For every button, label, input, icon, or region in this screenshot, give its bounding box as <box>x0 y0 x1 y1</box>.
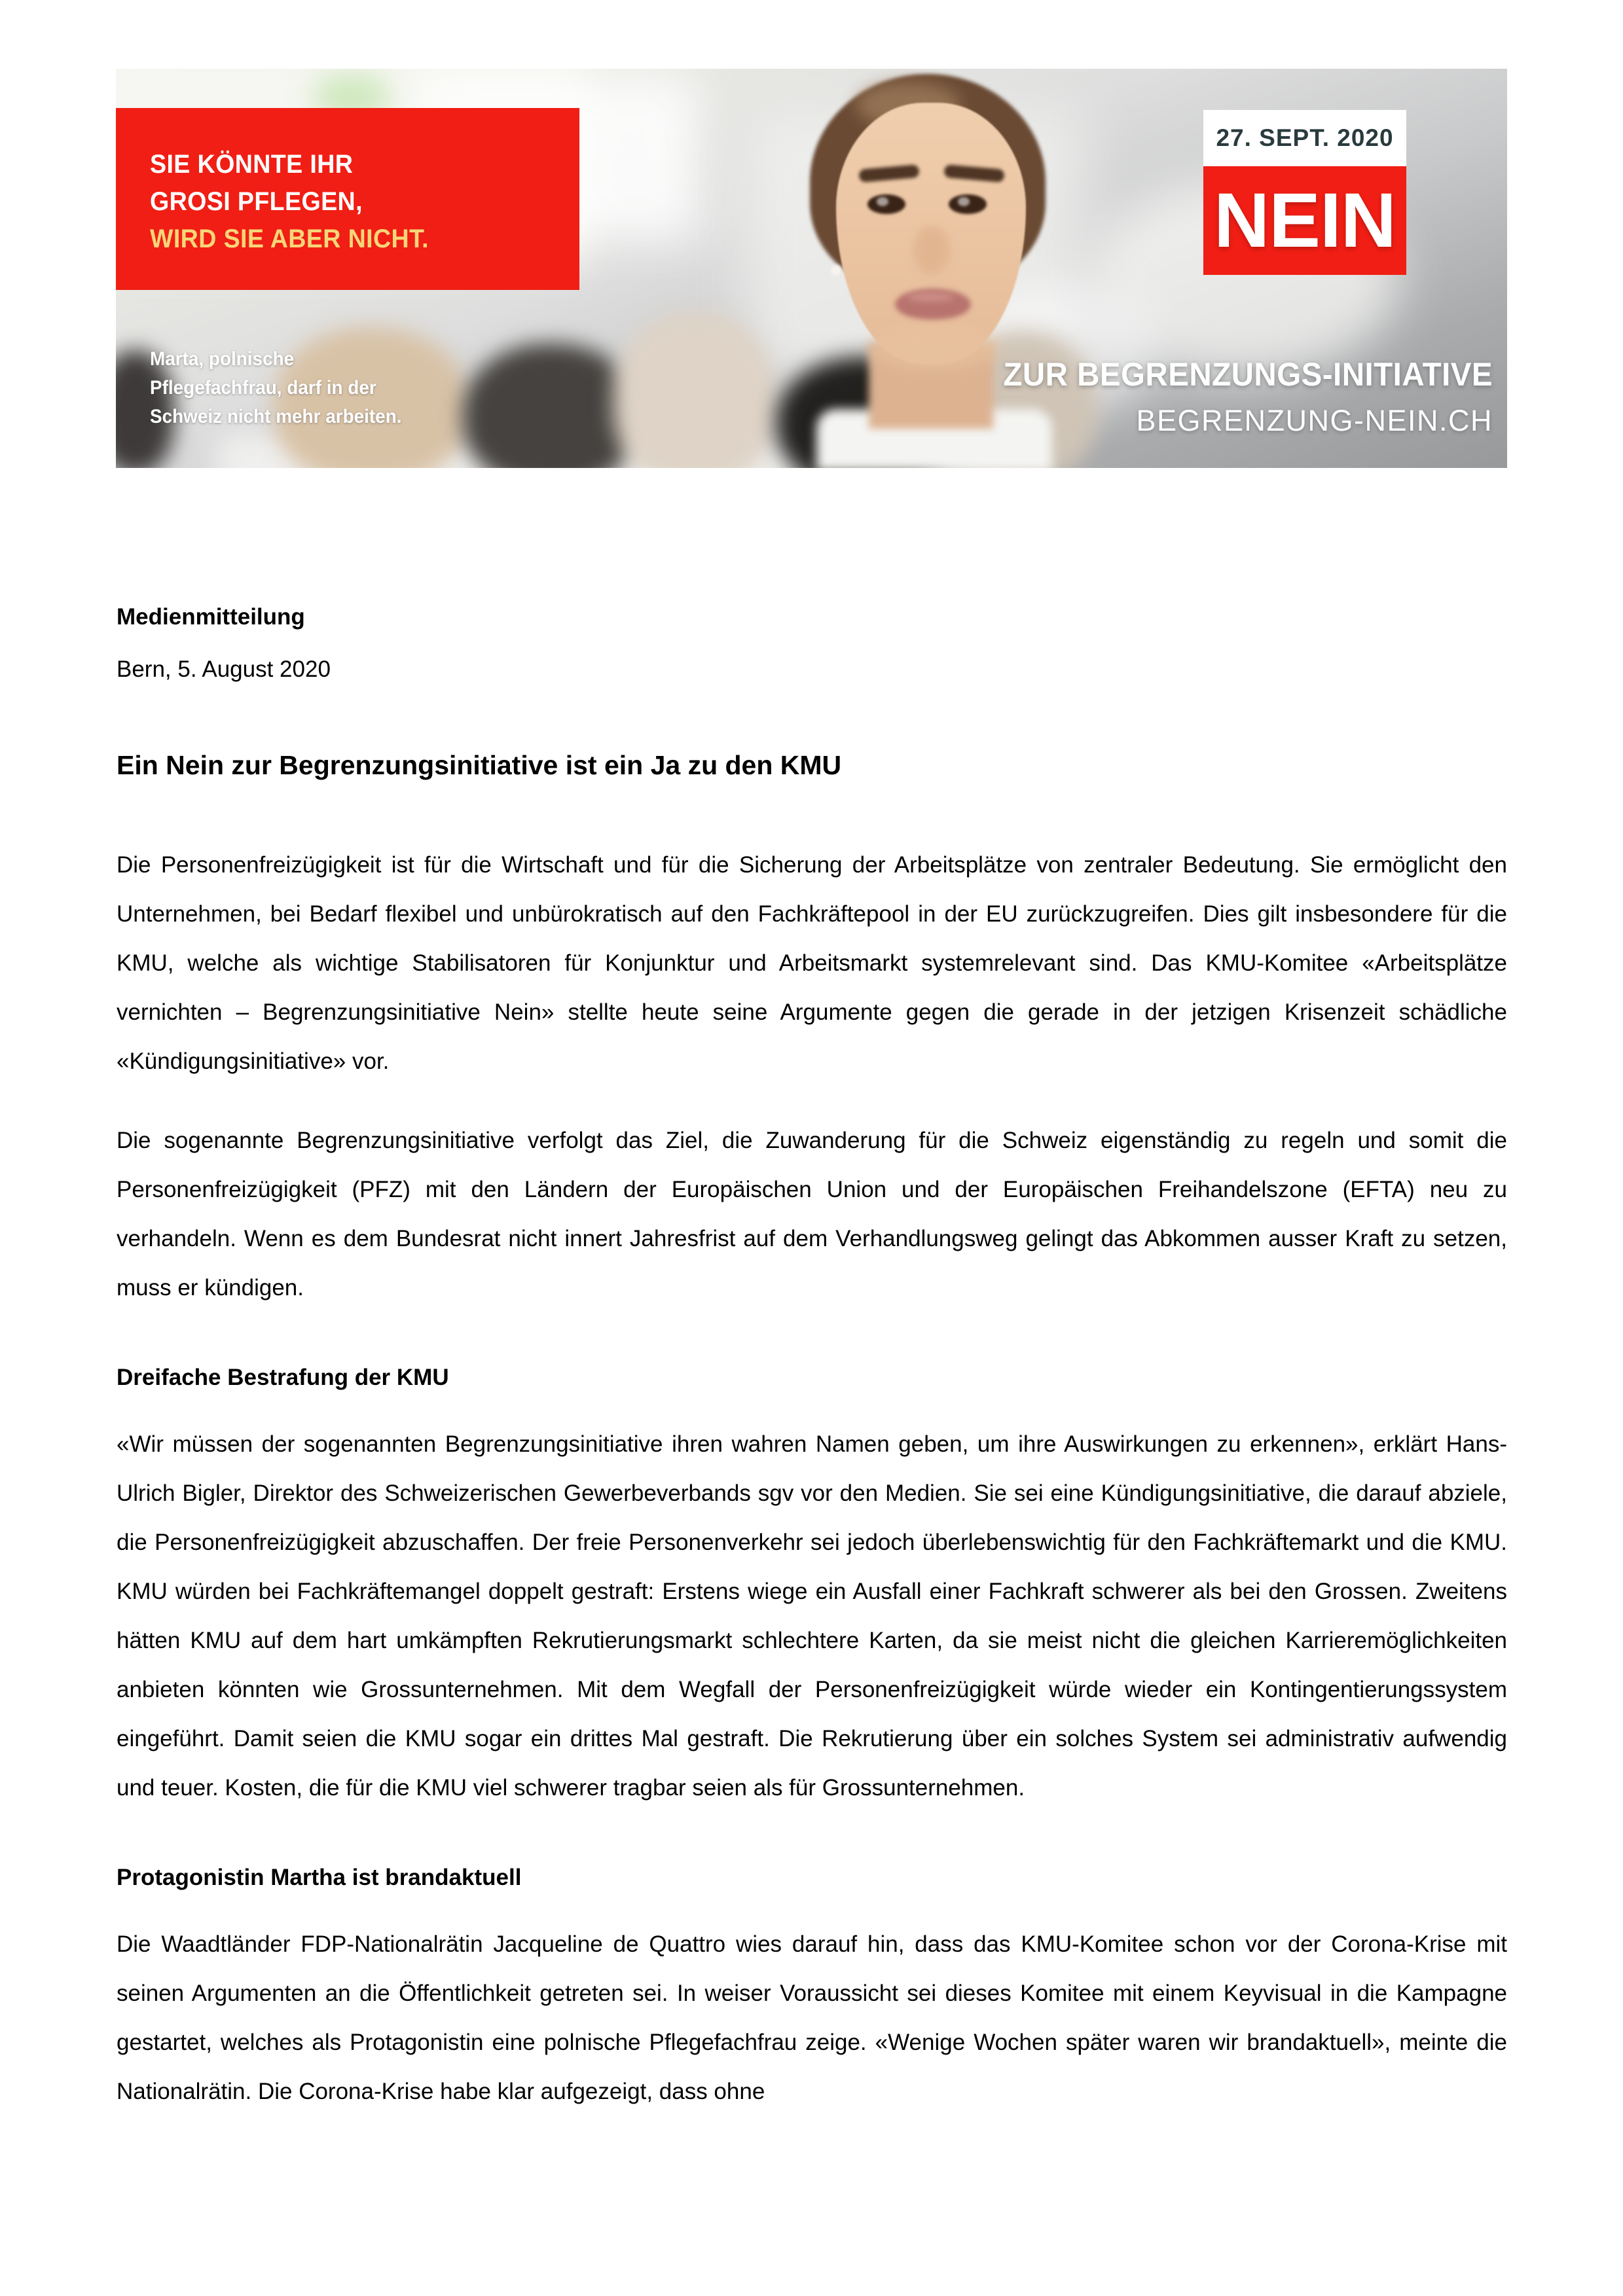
section-heading-1: Dreifache Bestrafung der KMU <box>117 1365 449 1390</box>
press-release-body <box>117 602 1507 2116</box>
document-dateline: Bern, 5. August 2020 <box>117 656 331 682</box>
document-type-label: Medienmitteilung <box>117 604 305 630</box>
nein-campaign-logo <box>1203 110 1406 275</box>
paragraph-4: Die Waadtländer FDP-Nationalrätin Jacqueline de Quattro wies darauf hin, dass das KMU-Komitee schon vor der Corona-Krise mit seinen Argumenten an die Öffentlichkeit getreten sei. In weiser Voraussicht sei dieses Komitee mit einem Keyvisual in die Kampagne gestartet, welches als Protagonistin eine polnische Pflegefachfrau zeige. «Wenige Wochen später waren wir brandaktuell», meinte die Nationalrätin. Die Corona-Krise habe klar aufgezeigt, dass ohne <box>117 1931 1507 2104</box>
banner-caption <box>150 345 401 431</box>
eye-highlight-left <box>877 197 888 206</box>
paragraph-3: «Wir müssen der sogenannten Begrenzungsinitiative ihren wahren Namen geben, um ihre Auswirkungen zu erkennen», erklärt Hans-Ulrich Bigler, Direktor des Schweizerischen Gewerbeverbands sgv vor den Medien. Sie sei eine Kündigungsinitiative, die darauf abziele, die Personenfreizügigkeit abzuschaffen. Der freie Personenverkehr sei jedoch überlebenswichtig für den Fachkräftemarkt und die KMU. KMU würden bei Fachkräftemangel doppelt gestraft: Erstens wiege ein Ausfall einer Fachkraft schwerer als bei den Grossen. Zweitens hätten KMU auf dem hart umkämpften Rekrutierungsmarkt schlechtere Karten, da sie meist nicht die gleichen Karrieremöglichkeiten anbieten könnten wie Grossunternehmen. Mit dem Wegfall der Personenfreizügigkeit würde wieder ein Kontingentierungssystem eingeführt. Damit seien die KMU sogar ein drittes Mal gestraft. Die Rekrutierung über ein solches System sei administrativ aufwendig und teuer. Kosten, die für die KMU viel schwerer tragbar seien als für Grossunternehmen. <box>117 1431 1507 1801</box>
caption-line-2: Pflegefachfrau, darf in der <box>150 377 376 399</box>
claim-line-3: WIRD SIE ABER NICHT. <box>150 224 429 253</box>
claim-line-1: SIE KÖNNTE IHR <box>150 150 354 179</box>
mouth-highlight <box>907 293 954 302</box>
section-heading-2: Protagonistin Martha ist brandaktuell <box>117 1865 522 1890</box>
paragraph-1: Die Personenfreizügigkeit ist für die Wirtschaft und für die Sicherung der Arbeitsplätze von zentraler Bedeutung. Sie ermöglicht den Unternehmen, bei Bedarf flexibel und unbürokratisch auf den Fachkräftepool in der EU zurückzugreifen. Dies gilt insbesondere für die KMU, welche als wichtige Stabilisatoren für Konjunktur und Arbeitsmarkt systemrelevant sind. Das KMU-Komitee «Arbeitsplätze vernichten – Begrenzungsinitiative Nein» stellte heute seine Argumente gegen die gerade in der jetzigen Krisenzeit schädliche «Kündigungsinitiative» vor. <box>117 852 1507 1074</box>
paragraph-2: Die sogenannte Begrenzungsinitiative verfolgt das Ziel, die Zuwanderung für die Schweiz eigenständig zu regeln und somit die Personenfreizügigkeit (PFZ) mit den Ländern der Europäischen Union und der Europäischen Freihandelszone (EFTA) neu zu verhandeln. Wenn es dem Bundesrat nicht innert Jahresfrist auf dem Verhandlungsweg gelingt das Abkommen ausser Kraft zu setzen, muss er kündigen. <box>117 1128 1507 1300</box>
vote-date-label: 27. SEPT. 2020 <box>1203 110 1406 166</box>
eye-highlight-right <box>958 197 970 206</box>
caption-line-1: Marta, polnische <box>150 348 295 370</box>
earring <box>831 265 841 276</box>
campaign-banner-image <box>116 69 1507 468</box>
lockup-initiative-label: ZUR BEGRENZUNGS-INITIATIVE <box>1003 356 1493 393</box>
lockup-website-label[interactable]: BEGRENZUNG-NEIN.CH <box>1136 404 1493 437</box>
nose <box>913 226 950 274</box>
campaign-claim-box <box>116 108 579 290</box>
blurred-person-silhouette <box>613 311 777 468</box>
caption-line-3: Schweiz nicht mehr arbeiten. <box>150 406 402 427</box>
page-title: Ein Nein zur Begrenzungsinitiative ist ein Ja zu den KMU <box>117 750 842 780</box>
campaign-lockup <box>977 355 1493 438</box>
claim-line-2: GROSI PFLEGEN, <box>150 187 363 216</box>
nein-label: NEIN <box>1203 166 1406 275</box>
